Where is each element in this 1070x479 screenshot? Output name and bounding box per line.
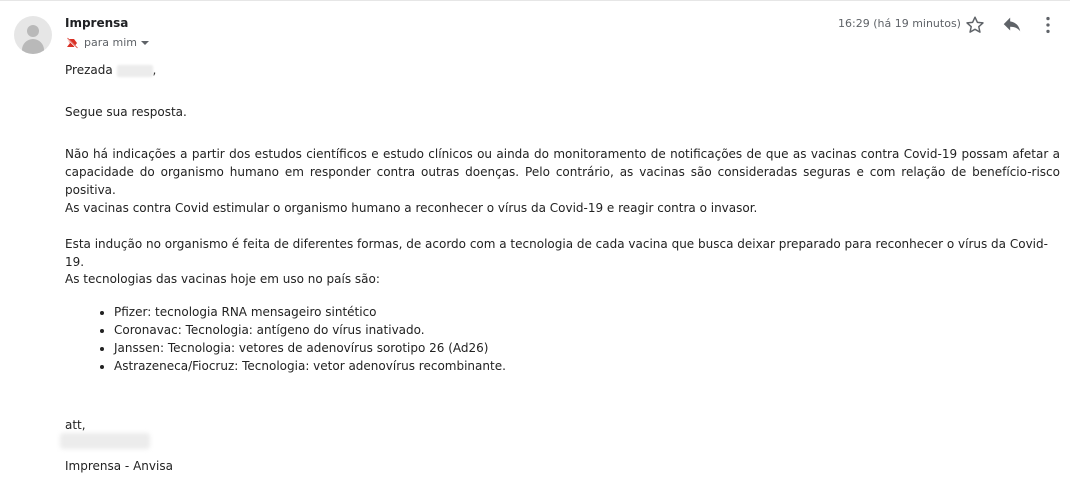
recipient-line[interactable] [66, 36, 149, 49]
list-item: • Janssen: Tecnologia: vetores de adenovírus sorotipo 26 (Ad26) [114, 339, 506, 357]
timestamp: 16:29 (há 19 minutos) [838, 17, 961, 30]
closing: att, [65, 418, 86, 432]
paragraph-indications: Não há indicações a partir dos estudos científicos e estudo clínicos ou ainda do monitoramento de notificações de que as vacinas contra Covid-19 possam afetar a capacidade do organismo humano em responder contra outras doenças. Pelo contrário, as vacinas são consideradas seguras e com relação de benefício-risco positiva. [65, 147, 1060, 197]
avatar-head-shape [27, 25, 39, 37]
paragraph-technologies: As tecnologias das vacinas hoje em uso no país são: [65, 272, 380, 286]
top-divider [0, 0, 1070, 1]
important-marker-icon[interactable] [66, 37, 78, 49]
list-item: • Coronavac: Tecnologia: antígeno do vírus inativado. [114, 321, 506, 339]
vaccine-list [98, 303, 506, 375]
redacted-name [117, 65, 153, 77]
chevron-down-icon[interactable] [141, 41, 149, 45]
list-item: • Astrazeneca/Fiocruz: Tecnologia: vetor adenovírus recombinante. [114, 357, 506, 375]
sender-name[interactable]: Imprensa [65, 16, 129, 30]
reply-icon[interactable] [1001, 14, 1023, 36]
signature: Imprensa - Anvisa [65, 459, 173, 473]
list-item: • Pfizer: tecnologia RNA mensageiro sintético [114, 303, 506, 321]
star-icon[interactable] [964, 14, 986, 36]
recipient-label: para mim [84, 36, 137, 49]
greeting-line [65, 61, 1060, 79]
greeting-text: Prezada [65, 63, 113, 77]
paragraph-induction: Esta indução no organismo é feita de diferentes formas, de acordo com a tecnologia de cada vacina que busca deixar preparado para reconhecer o vírus da Covid-19. [65, 237, 1048, 269]
greeting-comma: , [152, 63, 157, 77]
paragraph-intro: Segue sua resposta. [65, 105, 187, 119]
avatar-body-shape [22, 39, 44, 54]
avatar[interactable] [14, 16, 52, 54]
redacted-signature-name [60, 433, 150, 449]
paragraph-stimulation: As vacinas contra Covid estimular o organismo humano a reconhecer o vírus da Covid-19 e reagir contra o invasor. [65, 201, 758, 215]
more-vert-icon[interactable] [1037, 14, 1059, 36]
